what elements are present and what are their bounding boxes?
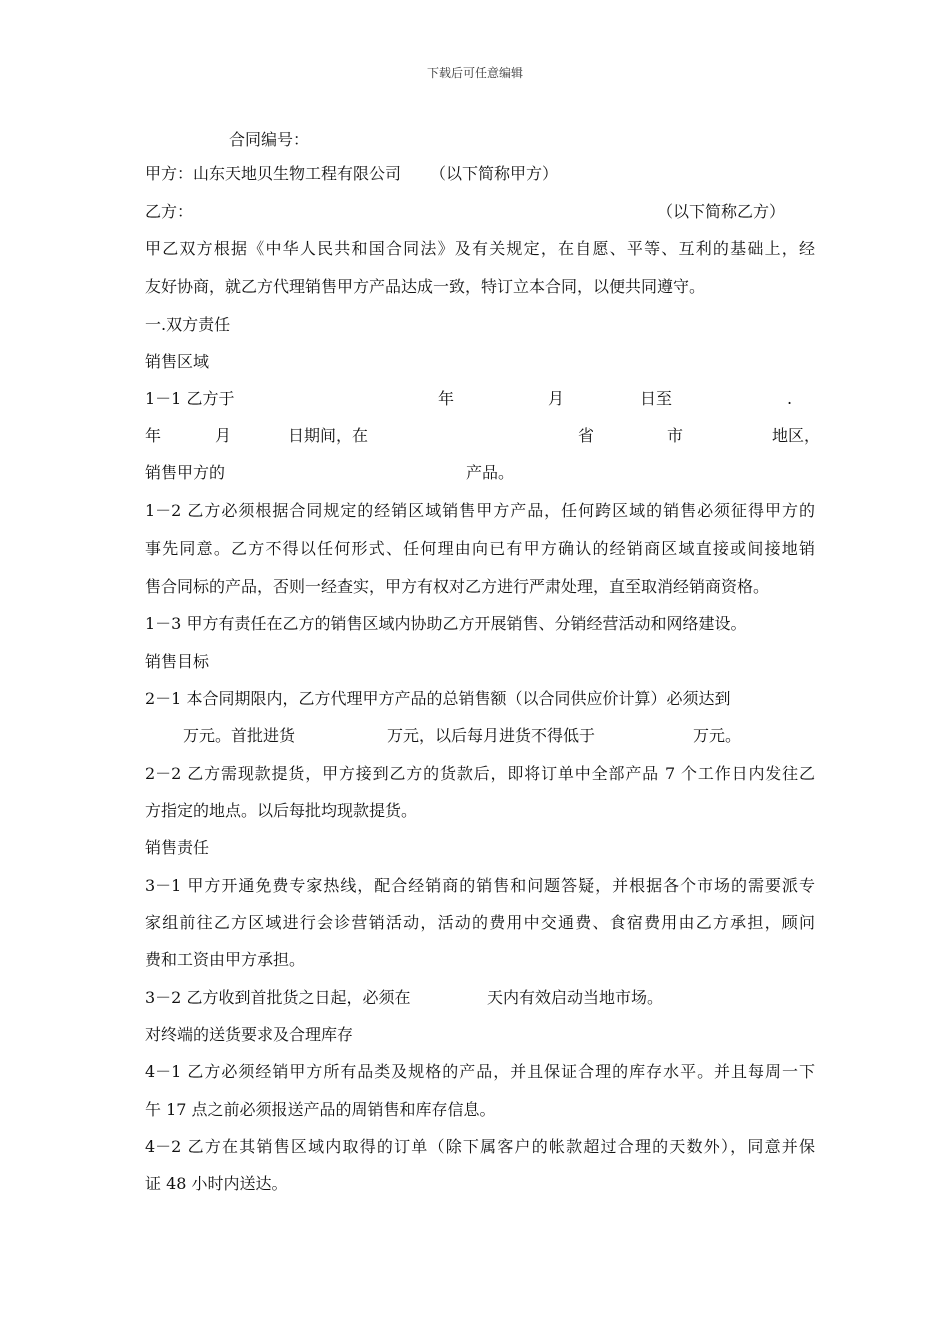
party-a-line <box>145 163 815 185</box>
party-b-note: （以下简称乙方） <box>657 202 786 221</box>
clause-1-1-line-1 <box>145 388 815 410</box>
clause-3-2 <box>145 987 815 1009</box>
clause-3-1-line-3: 费和工资由甲方承担。 <box>145 950 306 969</box>
subheading-sales-duty: 销售责任 <box>145 838 210 857</box>
clause-2-2-line-1: 2－2 乙方需现款提货，甲方接到乙方的货款后，即将订单中全部产品 7 个工作日内发往乙 <box>145 764 815 783</box>
clause-1-1-prefix: 1－1 乙方于 <box>145 389 235 408</box>
clause-3-2-prefix: 3－2 乙方收到首批货之日起，必须在 <box>145 988 411 1007</box>
clause-4-1-line-1: 4－1 乙方必须经销甲方所有品类及规格的产品，并且保证合理的库存水平。并且每周一下 <box>145 1062 815 1081</box>
clause-2-1-line-1: 2－1 本合同期限内，乙方代理甲方产品的总销售额（以合同供应价计算）必须达到 <box>145 689 731 708</box>
year-label: 年 <box>145 426 162 445</box>
clause-3-2-suffix: 天内有效启动当地市场。 <box>487 988 664 1007</box>
city-label: 市 <box>667 426 684 445</box>
clause-1-1-line-2 <box>145 425 821 447</box>
subheading-delivery: 对终端的送货要求及合理库存 <box>145 1025 354 1044</box>
sell-products-prefix: 销售甲方的 <box>145 463 226 482</box>
subheading-sales-target: 销售目标 <box>145 652 210 671</box>
party-a-label: 甲方：山东天地贝生物工程有限公司 <box>145 164 402 183</box>
party-b-line <box>145 201 815 223</box>
products-suffix: 产品。 <box>466 463 515 482</box>
clause-2-2-line-2: 方指定的地点。以后每批均现款提货。 <box>145 801 418 820</box>
month-label: 月 <box>548 389 565 408</box>
period-mark: . <box>787 389 793 408</box>
clause-1-2-line-1: 1－2 乙方必须根据合同规定的经销区域销售甲方产品，任何跨区域的销售必须征得甲方的 <box>145 501 815 520</box>
amount-wan-suffix: 万元。 <box>693 726 742 745</box>
contract-number-label: 合同编号： <box>229 130 310 149</box>
intro-line-2: 友好协商，就乙方代理销售甲方产品达成一致，特订立本合同，以便共同遵守。 <box>145 277 706 296</box>
clause-1-2-line-3: 售合同标的产品，否则一经查实，甲方有权对乙方进行严肃处理，直至取消经销商资格。 <box>145 577 770 596</box>
page-header: 下载后可任意编辑 <box>426 66 523 80</box>
amount-wan-label: 万元。首批进货 <box>183 726 296 745</box>
clause-1-2-line-2: 事先同意。乙方不得以任何形式、任何理由向已有甲方确认的经销商区域直接或间接地销 <box>145 539 815 558</box>
subheading-sales-area: 销售区域 <box>145 352 210 371</box>
region-label: 地区， <box>772 426 821 445</box>
monthly-minimum-label: 万元，以后每月进货不得低于 <box>387 726 596 745</box>
party-b-label: 乙方： <box>145 202 194 221</box>
section-1-title: 一.双方责任 <box>145 315 231 334</box>
month-label: 月 <box>215 426 232 445</box>
clause-4-2-line-2: 证 48 小时内送达。 <box>145 1174 288 1193</box>
clause-4-2-line-1: 4－2 乙方在其销售区域内取得的订单（除下属客户的帐款超过合理的天数外），同意并保 <box>145 1137 815 1156</box>
day-period-label: 日期间，在 <box>288 426 369 445</box>
clause-4-1-line-2: 午 17 点之前必须报送产品的周销售和库存信息。 <box>145 1100 496 1119</box>
party-a-note: （以下简称甲方） <box>430 164 559 183</box>
clause-1-1-line-3 <box>145 462 815 484</box>
clause-3-1-line-2: 家组前往乙方区域进行会诊营销活动，活动的费用中交通费、食宿费用由乙方承担，顾问 <box>145 913 815 932</box>
intro-line-1: 甲乙双方根据《中华人民共和国合同法》及有关规定，在自愿、平等、互利的基础上，经 <box>145 239 815 258</box>
year-label: 年 <box>438 389 455 408</box>
clause-3-1-line-1: 3－1 甲方开通免费专家热线，配合经销商的销售和问题答疑，并根据各个市场的需要派专 <box>145 876 815 895</box>
day-to-label: 日至 <box>640 389 673 408</box>
clause-1-3: 1－3 甲方有责任在乙方的销售区域内协助乙方开展销售、分销经营活动和网络建设。 <box>145 614 747 633</box>
province-label: 省 <box>578 426 595 445</box>
